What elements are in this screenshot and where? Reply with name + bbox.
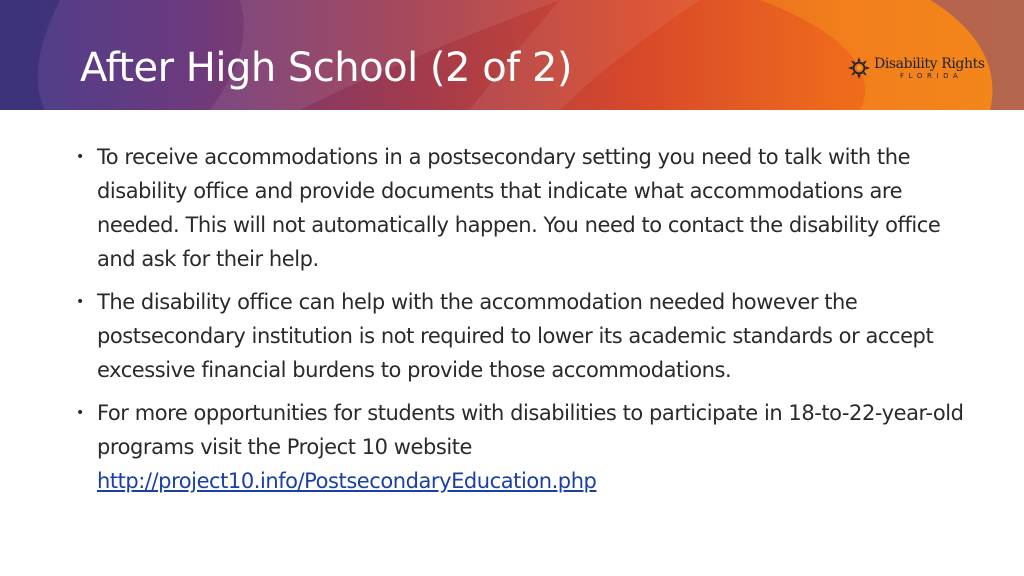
slide-title: After High School (2 of 2): [80, 45, 573, 91]
sun-icon: [847, 56, 871, 80]
disability-rights-florida-logo: [847, 56, 985, 80]
logo-name: Disability Rights: [874, 55, 985, 72]
bullet-icon: •: [76, 149, 84, 165]
bullet-icon: •: [76, 294, 84, 310]
bullet-text: For more opportunities for students with disabilities to participate in 18-to-22-year-old programs visit the Project 10 website: [97, 401, 964, 459]
bullet-text: To receive accommodations in a postsecondary setting you need to talk with the disability office and provide documents that indicate what accommodations are needed. This will not automatically happen. You need to contact the disability office and ask for their help.: [97, 145, 941, 271]
bullet-icon: •: [76, 405, 84, 421]
logo-subtitle: FLORIDA: [900, 71, 963, 80]
project10-link[interactable]: http://project10.info/PostsecondaryEducation.php: [97, 469, 597, 493]
list-item: [74, 140, 964, 276]
header-banner: [0, 0, 1024, 110]
bullet-text: The disability office can help with the accommodation needed however the postsecondary institution is not required to lower its academic standards or accept excessive financial burdens to provide those accommodations.: [97, 290, 934, 382]
list-item: [74, 396, 964, 498]
bullet-list: [74, 140, 964, 507]
list-item: [74, 285, 964, 387]
